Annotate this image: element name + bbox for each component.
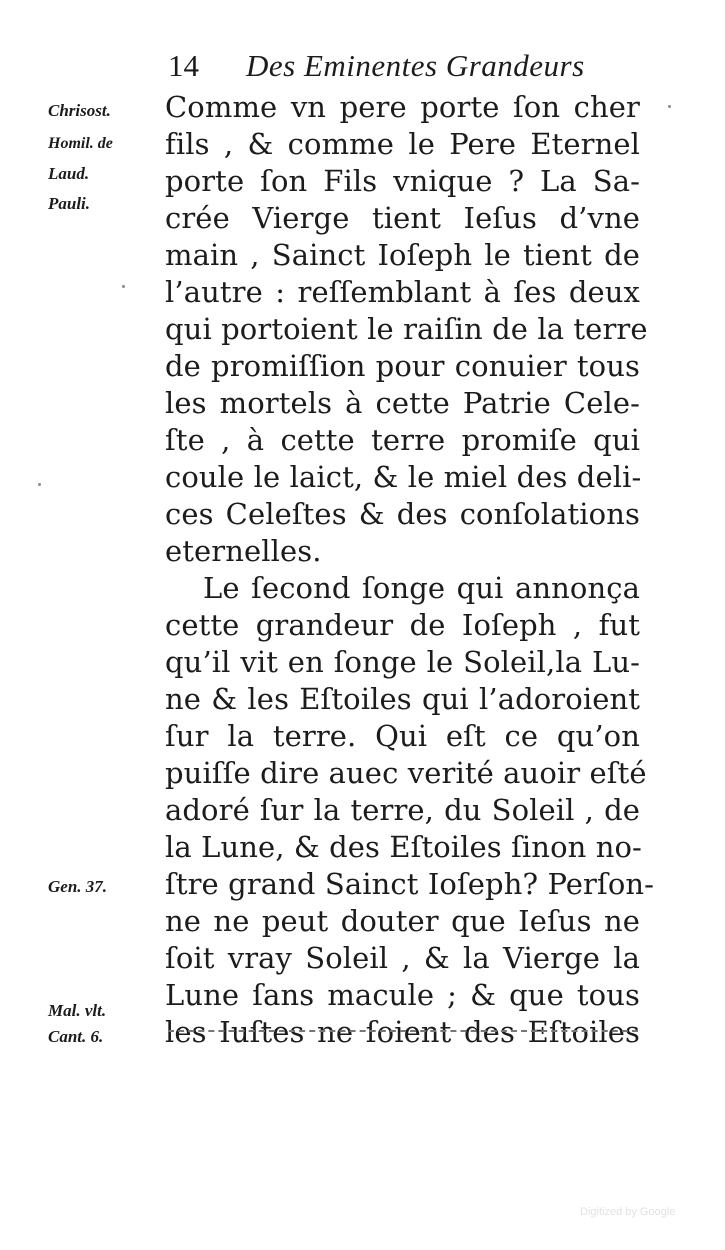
text-line: de promiſſion pour conuier tous [165, 349, 640, 383]
page-header [168, 48, 598, 92]
margin-note: Gen. 37. [48, 877, 108, 896]
text-line: ne & les Eſtoiles qui l’adoroient [165, 682, 640, 716]
text-line: eternelles. [165, 534, 322, 568]
margin-note: Mal. vlt. [48, 1001, 107, 1020]
ink-speck [122, 285, 125, 288]
text-line: crée Vierge tient Ieſus d’vne [165, 201, 640, 235]
text-line: ne ne peut douter que Ieſus ne [165, 904, 640, 938]
margin-note: Cant. 6. [48, 1027, 104, 1046]
text-line: puiſſe dire auec verité auoir eſté [165, 756, 647, 790]
text-line: ſte , à cette terre promiſe qui [165, 423, 640, 457]
margin-note: Laud. [48, 164, 90, 183]
text-line: ſoit vray Soleil , & la Vierge la [165, 941, 640, 975]
text-line: main , Sainct Ioſeph le tient de [165, 238, 640, 272]
text-line: ces Celeſtes & des conſolations [165, 497, 640, 531]
text-line: qui portoient le raiſin de la terre [165, 312, 648, 346]
watermark: Digitized by Google [580, 1206, 676, 1218]
text-line: adoré ſur la terre, du Soleil , de [165, 793, 640, 827]
running-title: Des Eminentes Grandeurs [246, 48, 585, 83]
page-number: 14 [168, 48, 199, 83]
ink-speck [38, 483, 41, 486]
text-line: ſtre grand Sainct Ioſeph? Perſon- [165, 867, 655, 901]
ink-speck [668, 105, 671, 108]
bottom-rule [168, 1030, 638, 1032]
text-line: l’autre : reſſemblant à ſes deux [165, 275, 640, 309]
text-line: cette grandeur de Ioſeph , fut [165, 608, 640, 642]
text-line: fils , & comme le Pere Eternel [165, 127, 640, 161]
text-line: la Lune, & des Eſtoiles ſinon no- [165, 830, 642, 864]
text-line: coule le laict, & le miel des deli- [165, 460, 642, 494]
text-line: les Iuſtes ne ſoient des Eſtoiles [165, 1015, 640, 1049]
margin-note: Homil. de [48, 135, 113, 152]
text-line: ſur la terre. Qui eſt ce qu’on [165, 719, 640, 753]
body-text [165, 89, 655, 1051]
text-line: les mortels à cette Patrie Cele- [165, 386, 640, 420]
text-line: Le ſecond ſonge qui annonça [203, 571, 640, 605]
margin-note: Pauli. [48, 194, 91, 213]
text-line: porte ſon Fils vnique ? La Sa- [165, 164, 640, 198]
text-line: Comme vn pere porte ſon cher [165, 90, 640, 124]
margin-note: Chrisost. [48, 101, 111, 120]
text-line: Lune ſans macule ; & que tous [165, 978, 640, 1012]
text-line: qu’il vit en ſonge le Soleil,la Lu- [165, 645, 640, 679]
